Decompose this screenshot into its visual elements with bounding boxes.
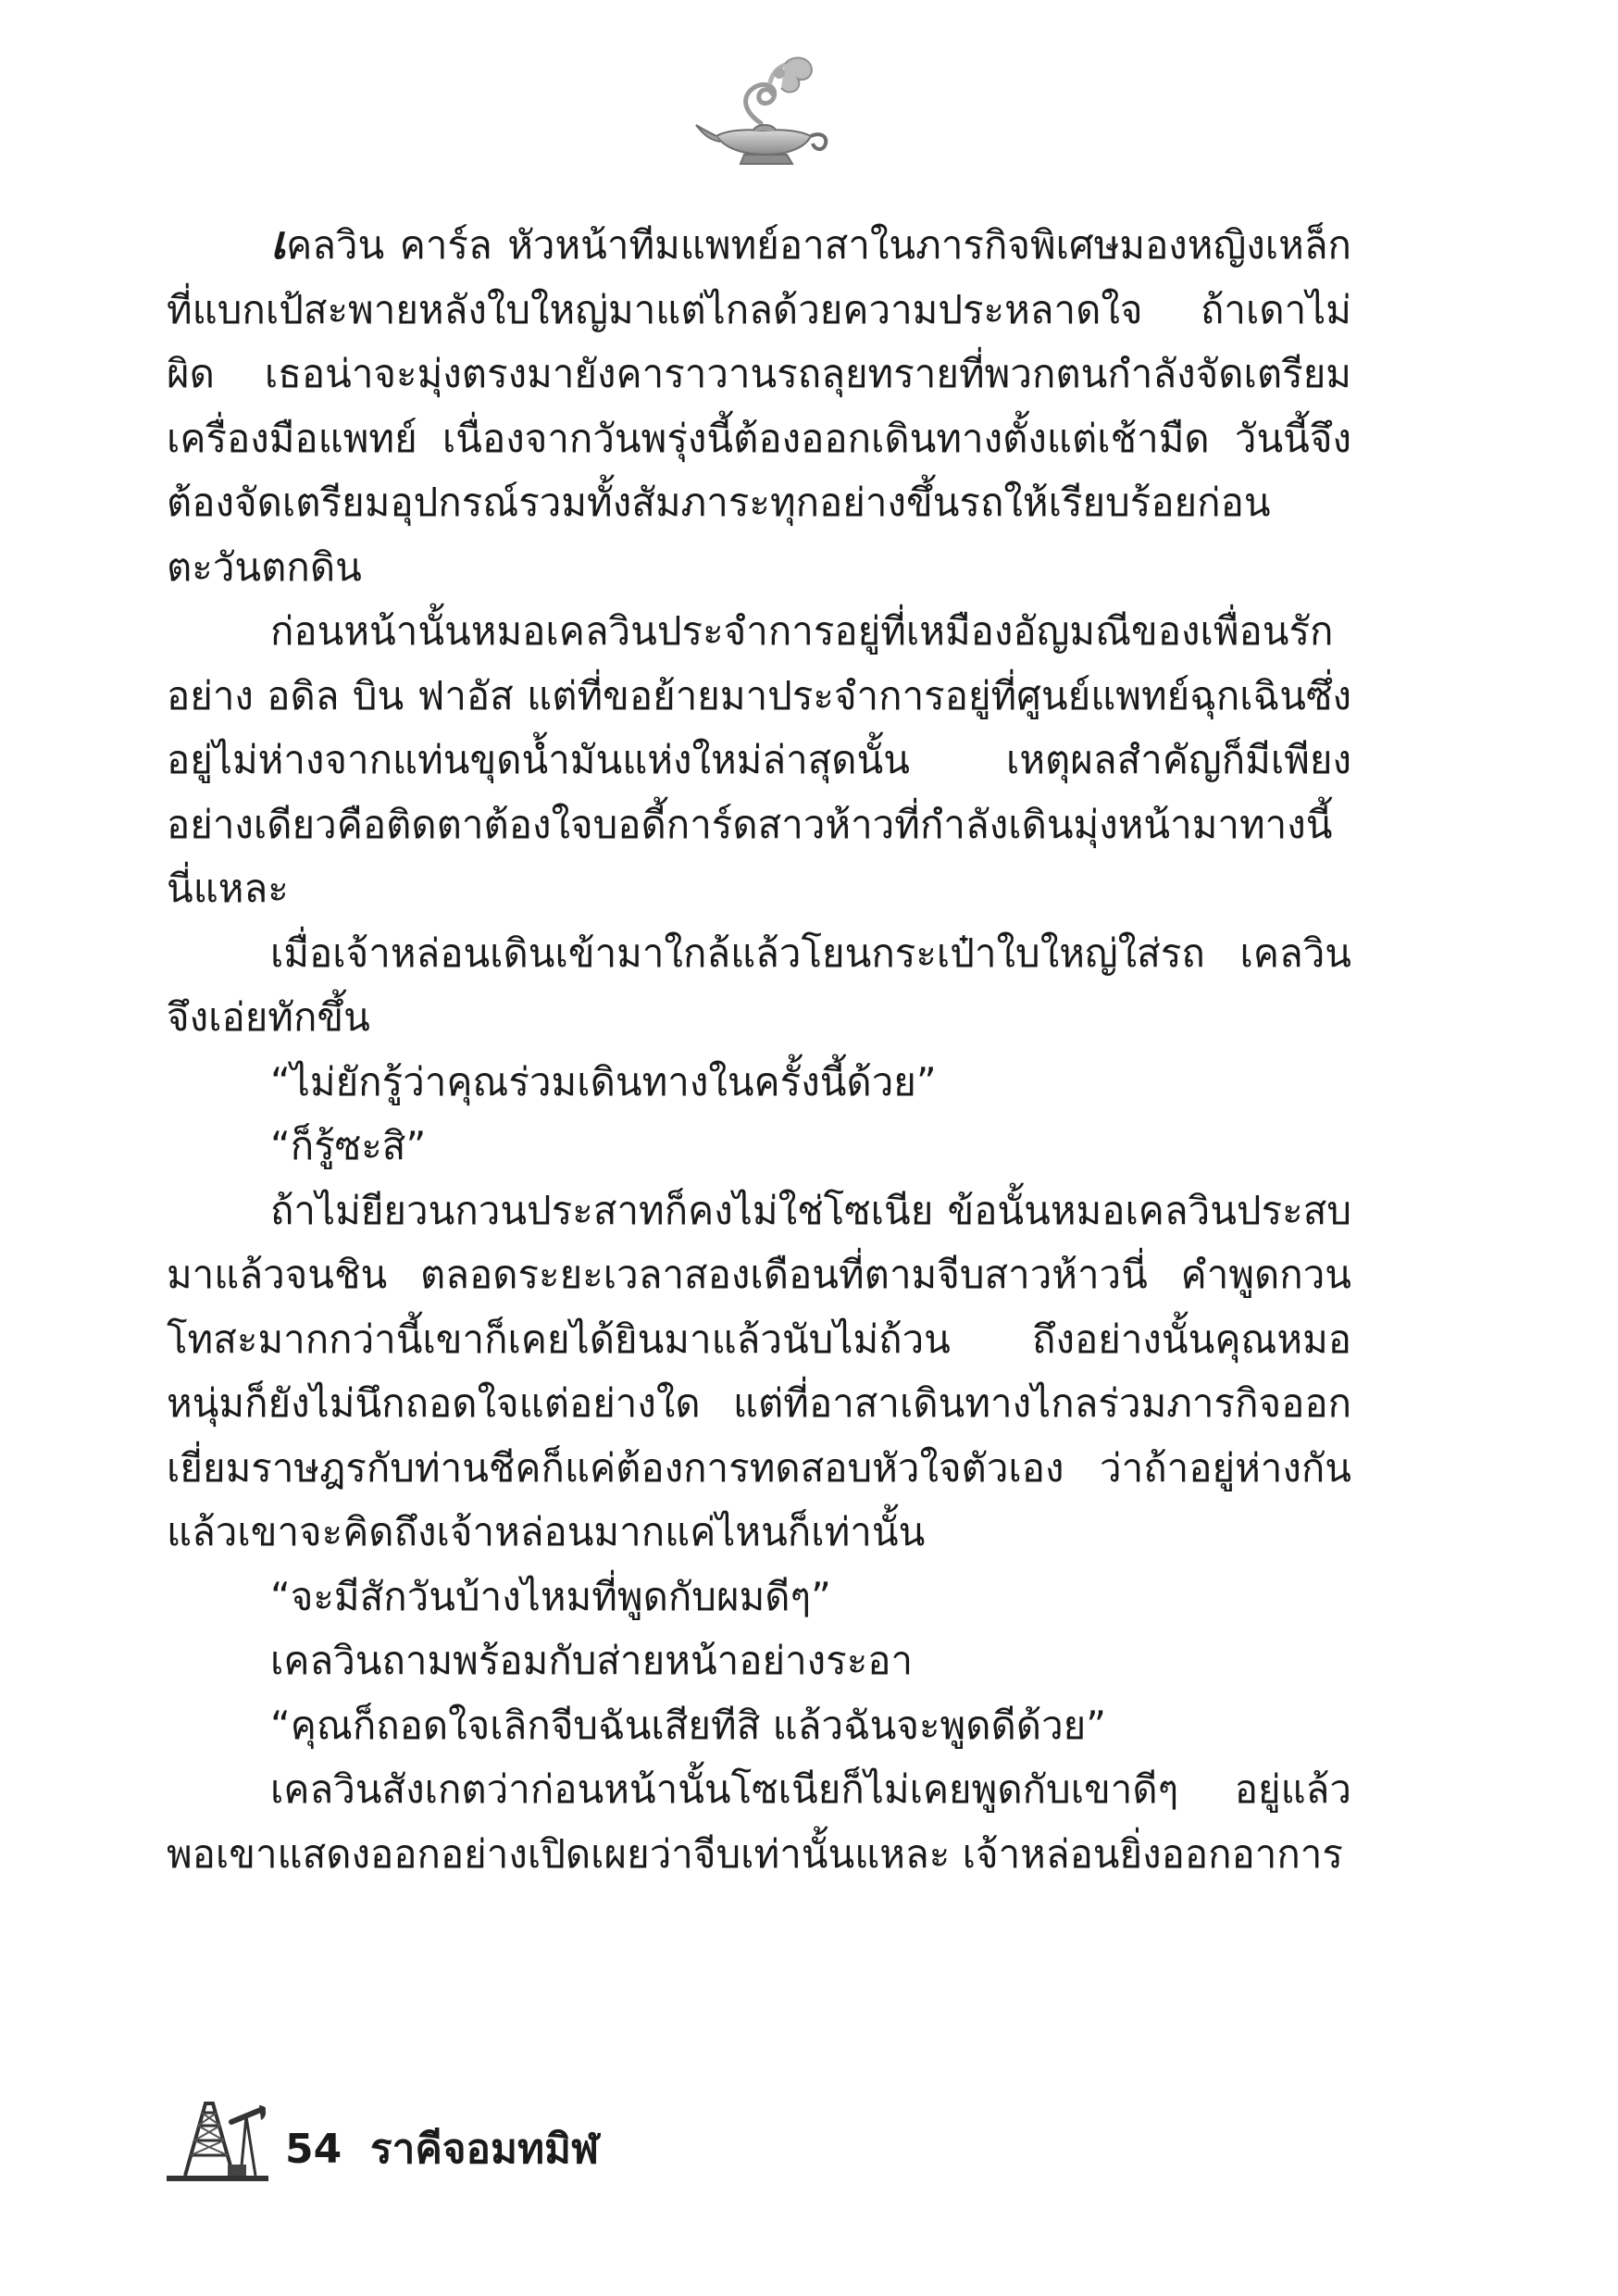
paragraph-text: ถ้าไม่ยียวนกวนประสาทก็คงไม่ใช่โซเนีย ข้อนั้นหมอเคลวินประสบมาแล้วจนชิน ตลอดระยะเวลาสองเดือนที่ตามจีบสาวห้าวนี่ คำพูดกวนโทสะมากกว่านี้เขาก็เคยได้ยินมาแล้วนับไม่ถ้วน ถึงอย่างนั้นคุณหมอหนุ่มก็ยังไม่นึกถอดใจแต่อย่างใด แต่ที่อาสาเดินทางไกลร่วมภารกิจออกเยี่ยมราษฎรกับท่านชีคก็แค่ต้องการทดสอบหัวใจตัวเอง ว่าถ้าอยู่ห่างกันแล้วเขาจะคิดถึงเจ้าหล่อนมากแค่ไหนก็เท่านั้น bbox=[167, 1187, 1351, 1554]
body-text bbox=[167, 211, 1351, 1886]
oil-derrick-icon bbox=[167, 2085, 268, 2185]
dialogue-line bbox=[167, 1050, 1351, 1115]
paragraph bbox=[167, 1179, 1351, 1565]
paragraph bbox=[167, 1757, 1351, 1886]
book-title: ราคีจอมทมิฬ bbox=[370, 2126, 600, 2173]
page-number: 54 bbox=[285, 2126, 342, 2173]
drop-cap: เ bbox=[270, 216, 287, 269]
paragraph bbox=[167, 1628, 1351, 1693]
dialogue-line bbox=[167, 1565, 1351, 1629]
paragraph-text: “จะมีสักวันบ้างไหมที่พูดกับผมดีๆ” bbox=[270, 1573, 831, 1619]
paragraph-text: เคลวินถามพร้อมกับส่ายหน้าอย่างระอา bbox=[270, 1638, 914, 1683]
paragraph-text: “คุณก็ถอดใจเลิกจีบฉันเสียทีสิ แล้วฉันจะพูดดีด้วย” bbox=[270, 1702, 1107, 1748]
paragraph-text: “ไม่ยักรู้ว่าคุณร่วมเดินทางในครั้งนี้ด้วย” bbox=[270, 1058, 937, 1104]
paragraph bbox=[167, 921, 1351, 1050]
paragraph-text: คลวิน คาร์ล หัวหน้าทีมแพทย์อาสาในภารกิจพิเศษมองหญิงเหล็กที่แบกเป้สะพายหลังใบใหญ่มาแต่ไกลด้วยความประหลาดใจ ถ้าเดาไม่ผิด เธอน่าจะมุ่งตรงมายังคาราวานรถลุยทรายที่พวกตนกำลังจัดเตรียมเครื่องมือแพทย์ เนื่องจากวันพรุ่งนี้ต้องออกเดินทางตั้งแต่เช้ามืด วันนี้จึงต้องจัดเตรียมอุปกรณ์รวมทั้งสัมภาระทุกอย่างขึ้นรถให้เรียบร้อยก่อนตะวันตกดิน bbox=[167, 222, 1351, 590]
paragraph bbox=[167, 211, 1351, 599]
paragraph-text: ก่อนหน้านั้นหมอเคลวินประจำการอยู่ที่เหมืองอัญมณีของเพื่อนรักอย่าง อดิล บิน ฟาอัส แต่ที่ขอย้ายมาประจำการอยู่ที่ศูนย์แพทย์ฉุกเฉินซึ่งอยู่ไม่ห่างจากแท่นขุดน้ำมันแห่งใหม่ล่าสุดนั้น เหตุผลสำคัญก็มีเพียงอย่างเดียวคือติดตาต้องใจบอดี้การ์ดสาวห้าวที่กำลังเดินมุ่งหน้ามาทางนี้นี่แหละ bbox=[167, 608, 1351, 911]
magic-lamp-with-genie-icon bbox=[689, 51, 837, 171]
dialogue-line bbox=[167, 1114, 1351, 1179]
dialogue-line bbox=[167, 1693, 1351, 1758]
paragraph-text: เมื่อเจ้าหล่อนเดินเข้ามาใกล้แล้วโยนกระเป๋าใบใหญ่ใส่รถ เคลวินจึงเอ่ยทักขึ้น bbox=[167, 930, 1351, 1040]
paragraph-text: “ก็รู้ซะสิ” bbox=[270, 1123, 427, 1168]
paragraph-text: เคลวินสังเกตว่าก่อนหน้านั้นโซเนียก็ไม่เคยพูดกับเขาดีๆ อยู่แล้วพอเขาแสดงออกอย่างเปิดเผยว่าจีบเท่านั้นแหละ เจ้าหล่อนยิ่งออกอาการ bbox=[167, 1766, 1351, 1877]
paragraph bbox=[167, 599, 1351, 921]
page-footer bbox=[167, 2085, 815, 2187]
